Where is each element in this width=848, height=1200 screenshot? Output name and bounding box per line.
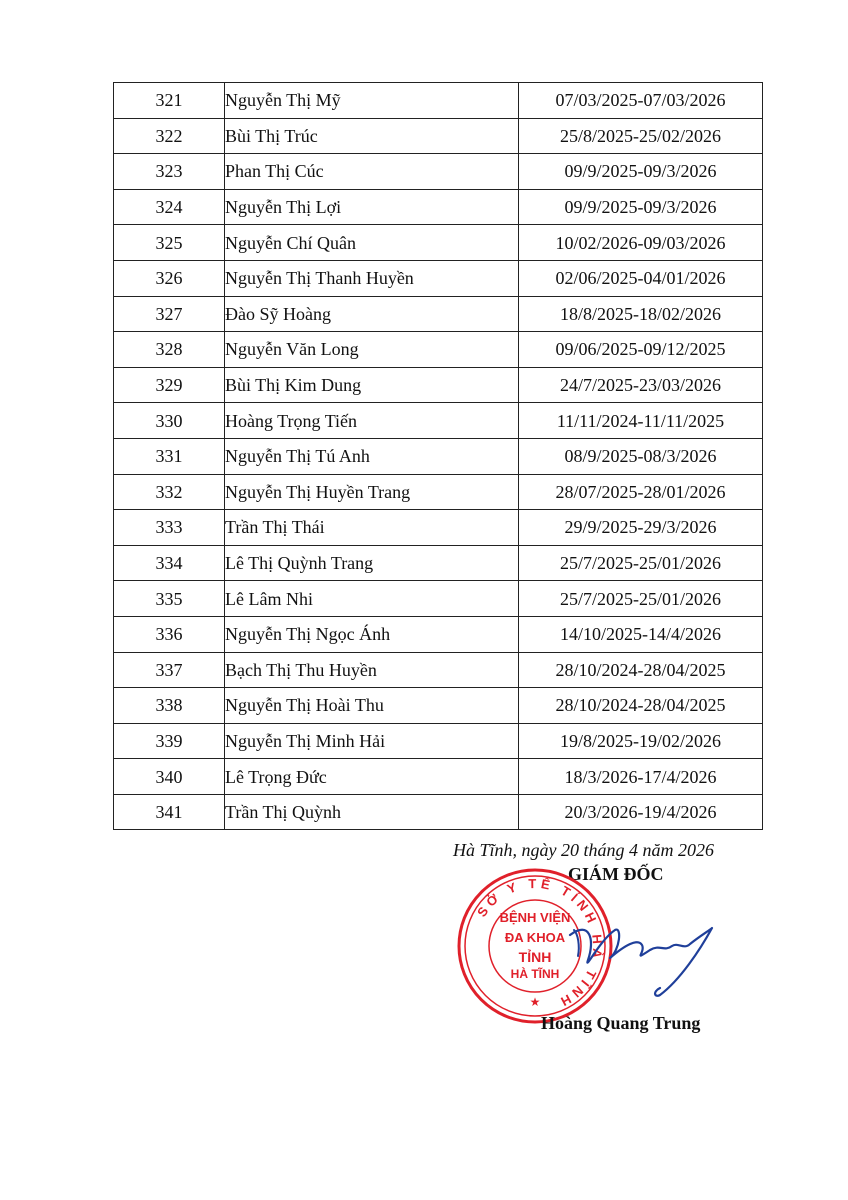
svg-text:SỞ Y TẾ TỈNH HÀ TĨNH: SỞ Y TẾ TỈNH HÀ TĨNH bbox=[474, 875, 606, 1011]
row-number: 333 bbox=[114, 510, 225, 546]
contract-period: 20/3/2026-19/4/2026 bbox=[519, 794, 763, 830]
row-number: 322 bbox=[114, 118, 225, 154]
table-row bbox=[114, 83, 763, 119]
staff-name: Đào Sỹ Hoàng bbox=[225, 296, 519, 332]
signature-icon bbox=[560, 900, 720, 1000]
signer-name: Hoàng Quang Trung bbox=[541, 1013, 701, 1033]
staff-name: Nguyễn Thị Hoài Thu bbox=[225, 688, 519, 724]
table-row bbox=[114, 581, 763, 617]
table-row bbox=[114, 438, 763, 474]
svg-text:HÀ TĨNH: HÀ TĨNH bbox=[510, 967, 560, 981]
contract-period: 25/8/2025-25/02/2026 bbox=[519, 118, 763, 154]
contract-period: 25/7/2025-25/01/2026 bbox=[519, 581, 763, 617]
table-row bbox=[114, 189, 763, 225]
contract-period: 28/07/2025-28/01/2026 bbox=[519, 474, 763, 510]
row-number: 337 bbox=[114, 652, 225, 688]
table-row bbox=[114, 616, 763, 652]
staff-name: Phan Thị Cúc bbox=[225, 154, 519, 190]
svg-text:★: ★ bbox=[529, 995, 541, 1009]
table-row bbox=[114, 118, 763, 154]
staff-name: Nguyễn Thị Ngọc Ánh bbox=[225, 616, 519, 652]
contract-period: 08/9/2025-08/3/2026 bbox=[519, 438, 763, 474]
table-row bbox=[114, 296, 763, 332]
staff-table-body bbox=[114, 83, 763, 830]
staff-name: Nguyễn Thị Minh Hải bbox=[225, 723, 519, 759]
svg-text:BỆNH VIỆN: BỆNH VIỆN bbox=[499, 910, 571, 925]
contract-period: 14/10/2025-14/4/2026 bbox=[519, 616, 763, 652]
staff-name: Nguyễn Thị Mỹ bbox=[225, 83, 519, 119]
staff-name: Nguyễn Thị Tú Anh bbox=[225, 438, 519, 474]
staff-name: Lê Lâm Nhi bbox=[225, 581, 519, 617]
table-row bbox=[114, 652, 763, 688]
svg-text:TỈNH: TỈNH bbox=[518, 949, 552, 965]
contract-period: 09/9/2025-09/3/2026 bbox=[519, 189, 763, 225]
row-number: 328 bbox=[114, 332, 225, 368]
contract-period: 18/3/2026-17/4/2026 bbox=[519, 759, 763, 795]
row-number: 326 bbox=[114, 260, 225, 296]
row-number: 332 bbox=[114, 474, 225, 510]
row-number: 325 bbox=[114, 225, 225, 261]
contract-period: 09/9/2025-09/3/2026 bbox=[519, 154, 763, 190]
contract-period: 02/06/2025-04/01/2026 bbox=[519, 260, 763, 296]
table-row bbox=[114, 474, 763, 510]
row-number: 340 bbox=[114, 759, 225, 795]
staff-name: Hoàng Trọng Tiến bbox=[225, 403, 519, 439]
contract-period: 29/9/2025-29/3/2026 bbox=[519, 510, 763, 546]
staff-name: Bùi Thị Kim Dung bbox=[225, 367, 519, 403]
row-number: 338 bbox=[114, 688, 225, 724]
contract-period: 07/03/2025-07/03/2026 bbox=[519, 83, 763, 119]
contract-period: 25/7/2025-25/01/2026 bbox=[519, 545, 763, 581]
staff-name: Nguyễn Thị Huyền Trang bbox=[225, 474, 519, 510]
contract-period: 09/06/2025-09/12/2025 bbox=[519, 332, 763, 368]
table-row bbox=[114, 154, 763, 190]
table-row bbox=[114, 723, 763, 759]
staff-name: Lê Thị Quỳnh Trang bbox=[225, 545, 519, 581]
staff-name: Nguyễn Văn Long bbox=[225, 332, 519, 368]
row-number: 330 bbox=[114, 403, 225, 439]
table-row bbox=[114, 260, 763, 296]
staff-name: Nguyễn Chí Quân bbox=[225, 225, 519, 261]
row-number: 341 bbox=[114, 794, 225, 830]
table-row bbox=[114, 794, 763, 830]
table-row bbox=[114, 367, 763, 403]
row-number: 339 bbox=[114, 723, 225, 759]
contract-period: 28/10/2024-28/04/2025 bbox=[519, 652, 763, 688]
staff-name: Trần Thị Thái bbox=[225, 510, 519, 546]
staff-name: Trần Thị Quỳnh bbox=[225, 794, 519, 830]
table-row bbox=[114, 688, 763, 724]
contract-period: 24/7/2025-23/03/2026 bbox=[519, 367, 763, 403]
table-row bbox=[114, 225, 763, 261]
director-title: GIÁM ĐỐC bbox=[568, 864, 664, 884]
table-row bbox=[114, 332, 763, 368]
row-number: 335 bbox=[114, 581, 225, 617]
row-number: 323 bbox=[114, 154, 225, 190]
staff-name: Bạch Thị Thu Huyền bbox=[225, 652, 519, 688]
table-row bbox=[114, 510, 763, 546]
row-number: 336 bbox=[114, 616, 225, 652]
row-number: 329 bbox=[114, 367, 225, 403]
contract-period: 28/10/2024-28/04/2025 bbox=[519, 688, 763, 724]
staff-name: Bùi Thị Trúc bbox=[225, 118, 519, 154]
contract-period: 19/8/2025-19/02/2026 bbox=[519, 723, 763, 759]
staff-table bbox=[113, 82, 763, 830]
contract-period: 11/11/2024-11/11/2025 bbox=[519, 403, 763, 439]
table-row bbox=[114, 759, 763, 795]
row-number: 327 bbox=[114, 296, 225, 332]
contract-period: 18/8/2025-18/02/2026 bbox=[519, 296, 763, 332]
staff-name: Lê Trọng Đức bbox=[225, 759, 519, 795]
staff-name: Nguyễn Thị Lợi bbox=[225, 189, 519, 225]
table-row bbox=[114, 403, 763, 439]
row-number: 321 bbox=[114, 83, 225, 119]
row-number: 331 bbox=[114, 438, 225, 474]
contract-period: 10/02/2026-09/03/2026 bbox=[519, 225, 763, 261]
staff-name: Nguyễn Thị Thanh Huyền bbox=[225, 260, 519, 296]
row-number: 324 bbox=[114, 189, 225, 225]
svg-text:ĐA KHOA: ĐA KHOA bbox=[504, 930, 566, 945]
table-row bbox=[114, 545, 763, 581]
place-date: Hà Tĩnh, ngày 20 tháng 4 năm 2026 bbox=[453, 840, 714, 860]
row-number: 334 bbox=[114, 545, 225, 581]
